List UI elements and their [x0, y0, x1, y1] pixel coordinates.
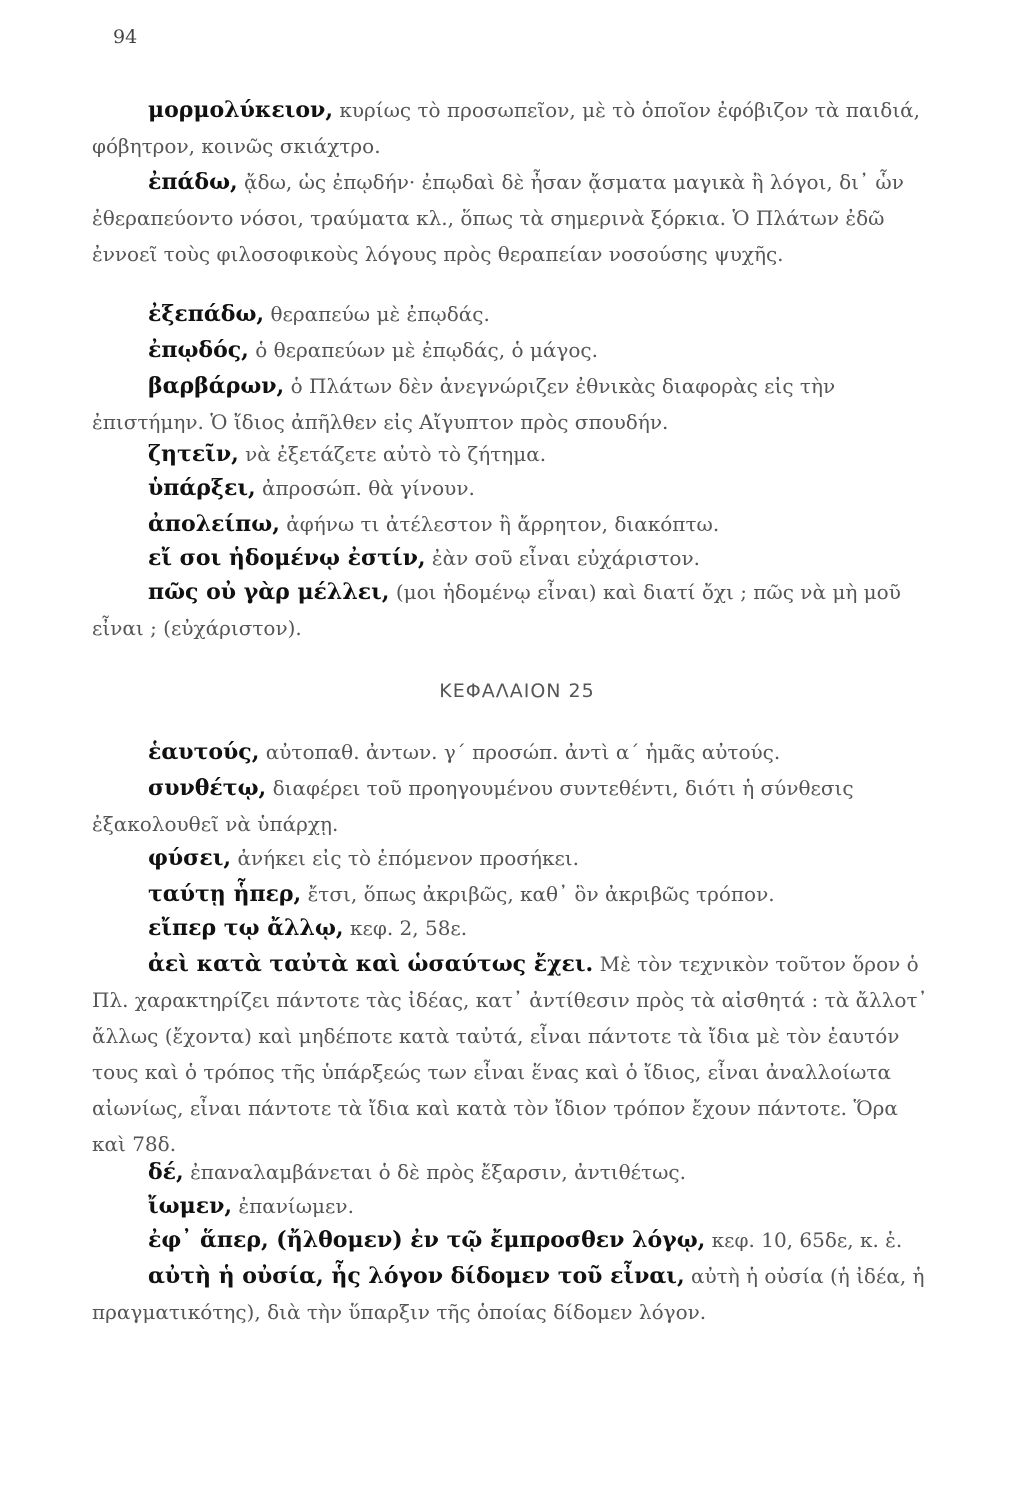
entry-gloss: αὐτὴ ἡ οὐσία (ἡ ἰδέα, ἡ πραγματικότης), διὰ τὴν ὕπαρξιν τῆς ὁποίας δίδομεν λόγον. — [92, 1264, 925, 1324]
glossary-entry — [92, 770, 937, 842]
entry-headword: βαρβάρων, — [148, 373, 285, 399]
glossary-entry — [92, 470, 937, 506]
entry-headword: ἐξεπάδω, — [148, 301, 265, 327]
entry-headword: εἴ σοι ἡδομένῳ ἐστίν, — [148, 545, 426, 571]
glossary-entry — [92, 506, 937, 542]
entry-gloss: ἐὰν σοῦ εἶναι εὐχάριστον. — [431, 546, 700, 570]
entry-gloss: ἔτσι, ὅπως ἀκριβῶς, καθ᾽ ὃν ἀκριβῶς τρόπον. — [307, 882, 775, 906]
entry-gloss: ὁ Πλάτων δὲν ἀνεγνώριζεν ἐθνικὰς διαφορὰς εἰς τὴν ἐπιστήμην. Ὁ ἴδιος ἀπῆλθεν εἰς Αἴγυπτον πρὸς σπουδήν. — [92, 374, 836, 434]
glossary-entry — [92, 1188, 937, 1224]
chapter-heading: ΚΕΦΑΛΑΙΟΝ 25 — [439, 680, 595, 702]
entry-gloss: διαφέρει τοῦ προηγουμένου συντεθέντι, διότι ἡ σύνθεσις ἐξακολουθεῖ νὰ ὑπάρχῃ. — [92, 776, 854, 836]
glossary-entry — [92, 574, 937, 646]
entry-gloss: αὐτοπαθ. ἀντων. γ΄ προσώπ. ἀντὶ α΄ ἡμᾶς αὐτούς. — [265, 740, 781, 764]
entry-gloss: κυρίως τὸ προσωπεῖον, μὲ τὸ ὁποῖον ἐφόβιζον τὰ παιδιά, φόβητρον, κοινῶς σκιάχτρο. — [92, 98, 921, 158]
entry-gloss: (μοι ἡδομένῳ εἶναι) καὶ διατί ὄχι ; πῶς νὰ μὴ μοῦ εἶναι ; (εὐχάριστον). — [92, 580, 901, 640]
entry-gloss: ἐπανίωμεν. — [238, 1194, 354, 1218]
entry-gloss: κεφ. 2, 58ε. — [349, 916, 468, 940]
glossary-entry — [92, 946, 937, 1162]
entry-gloss: κεφ. 10, 65δε, κ. ἑ. — [711, 1228, 903, 1252]
entry-headword: δέ, — [148, 1159, 184, 1185]
glossary-entry — [92, 840, 937, 876]
entry-headword: εἴπερ τῳ ἄλλῳ, — [148, 915, 344, 941]
entry-gloss: νὰ ἐξετάζετε αὐτὸ τὸ ζήτημα. — [245, 442, 547, 466]
glossary-entry — [92, 1258, 937, 1330]
entry-headword: συνθέτῳ, — [148, 775, 267, 801]
entry-headword: ταύτῃ ἧπερ, — [148, 881, 302, 907]
entry-headword: ἐφ᾽ ἅπερ, (ἤλθομεν) ἐν τῷ ἔμπροσθεν λόγῳ, — [148, 1227, 706, 1253]
glossary-entry — [92, 540, 937, 576]
glossary-entry — [92, 1154, 937, 1190]
entry-gloss: ἐπαναλαμβάνεται ὁ δὲ πρὸς ἔξαρσιν, ἀντιθέτως. — [190, 1160, 686, 1184]
entry-headword: ἴωμεν, — [148, 1193, 232, 1219]
glossary-entry — [92, 436, 937, 472]
entry-headword: ἐπάδω, — [148, 169, 238, 195]
entry-gloss: ἀνήκει εἰς τὸ ἑπόμενον προσήκει. — [237, 846, 579, 870]
glossary-entry — [92, 92, 937, 164]
entry-headword: ἑαυτούς, — [148, 739, 260, 765]
glossary-entry — [92, 368, 937, 440]
entry-headword: ἀεὶ κατὰ ταὐτὰ καὶ ὡσαύτως ἔχει. — [148, 951, 594, 977]
entry-gloss: ἀφήνω τι ἀτέλεστον ἢ ἄρρητον, διακόπτω. — [286, 512, 720, 536]
glossary-entry — [92, 734, 937, 770]
glossary-entry — [92, 296, 937, 332]
entry-headword: πῶς οὐ γὰρ μέλλει, — [148, 579, 390, 605]
page-number: 94 — [113, 26, 138, 48]
glossary-entry — [92, 910, 937, 946]
glossary-entry — [92, 164, 937, 272]
entry-gloss: ὁ θεραπεύων μὲ ἐπῳδάς, ὁ μάγος. — [255, 338, 598, 362]
glossary-entry — [92, 1222, 937, 1258]
entry-headword: ζητεῖν, — [148, 441, 239, 467]
entry-gloss: ἀπροσώπ. θὰ γίνουν. — [262, 476, 475, 500]
entry-headword: ὑπάρξει, — [148, 475, 256, 501]
glossary-entry — [92, 332, 937, 368]
entry-headword: φύσει, — [148, 845, 232, 871]
entry-headword: μορμολύκειον, — [148, 97, 333, 123]
glossary-entry — [92, 876, 937, 912]
entry-headword: ἀπολείπω, — [148, 511, 280, 537]
entry-gloss: θεραπεύω μὲ ἐπῳδάς. — [270, 302, 490, 326]
entry-headword: αὐτὴ ἡ οὐσία, ἧς λόγον δίδομεν τοῦ εἶναι, — [148, 1263, 685, 1289]
entry-gloss: ᾄδω, ὡς ἐπῳδήν· ἐπῳδαὶ δὲ ἦσαν ᾄσματα μαγικὰ ἢ λόγοι, δι᾽ ὧν ἐθεραπεύοντο νόσοι, τραύματα κλ., ὅπως τὰ σημερινὰ ξόρκια. Ὁ Πλάτων ἐδῶ ἐννοεῖ τοὺς φιλοσοφικοὺς λόγους πρὸς θεραπείαν νοσούσης ψυχῆς. — [92, 170, 904, 266]
entry-headword: ἐπῳδός, — [148, 337, 249, 363]
entry-gloss: Μὲ τὸν τεχνικὸν τοῦτον ὅρον ὁ Πλ. χαρακτηρίζει πάντοτε τὰς ἰδέας, κατ᾽ ἀντίθεσιν πρὸς τὰ αἰσθητά : τὰ ἄλλοτ᾽ ἄλλως (ἔχοντα) καὶ μηδέποτε κατὰ ταὐτά, εἶναι πάντοτε τὰ ἴδια μὲ τὸν ἑαυτόν τους καὶ ὁ τρόπος τῆς ὑπάρξεώς των εἶναι ἕνας καὶ ὁ ἴδιος, εἶναι ἀναλλοίωτα αἰωνίως, εἶναι πάντοτε τὰ ἴδια καὶ κατὰ τὸν ἴδιον τρόπον ἔχουν πάντοτε. Ὅρα καὶ 78δ. — [92, 952, 928, 1156]
